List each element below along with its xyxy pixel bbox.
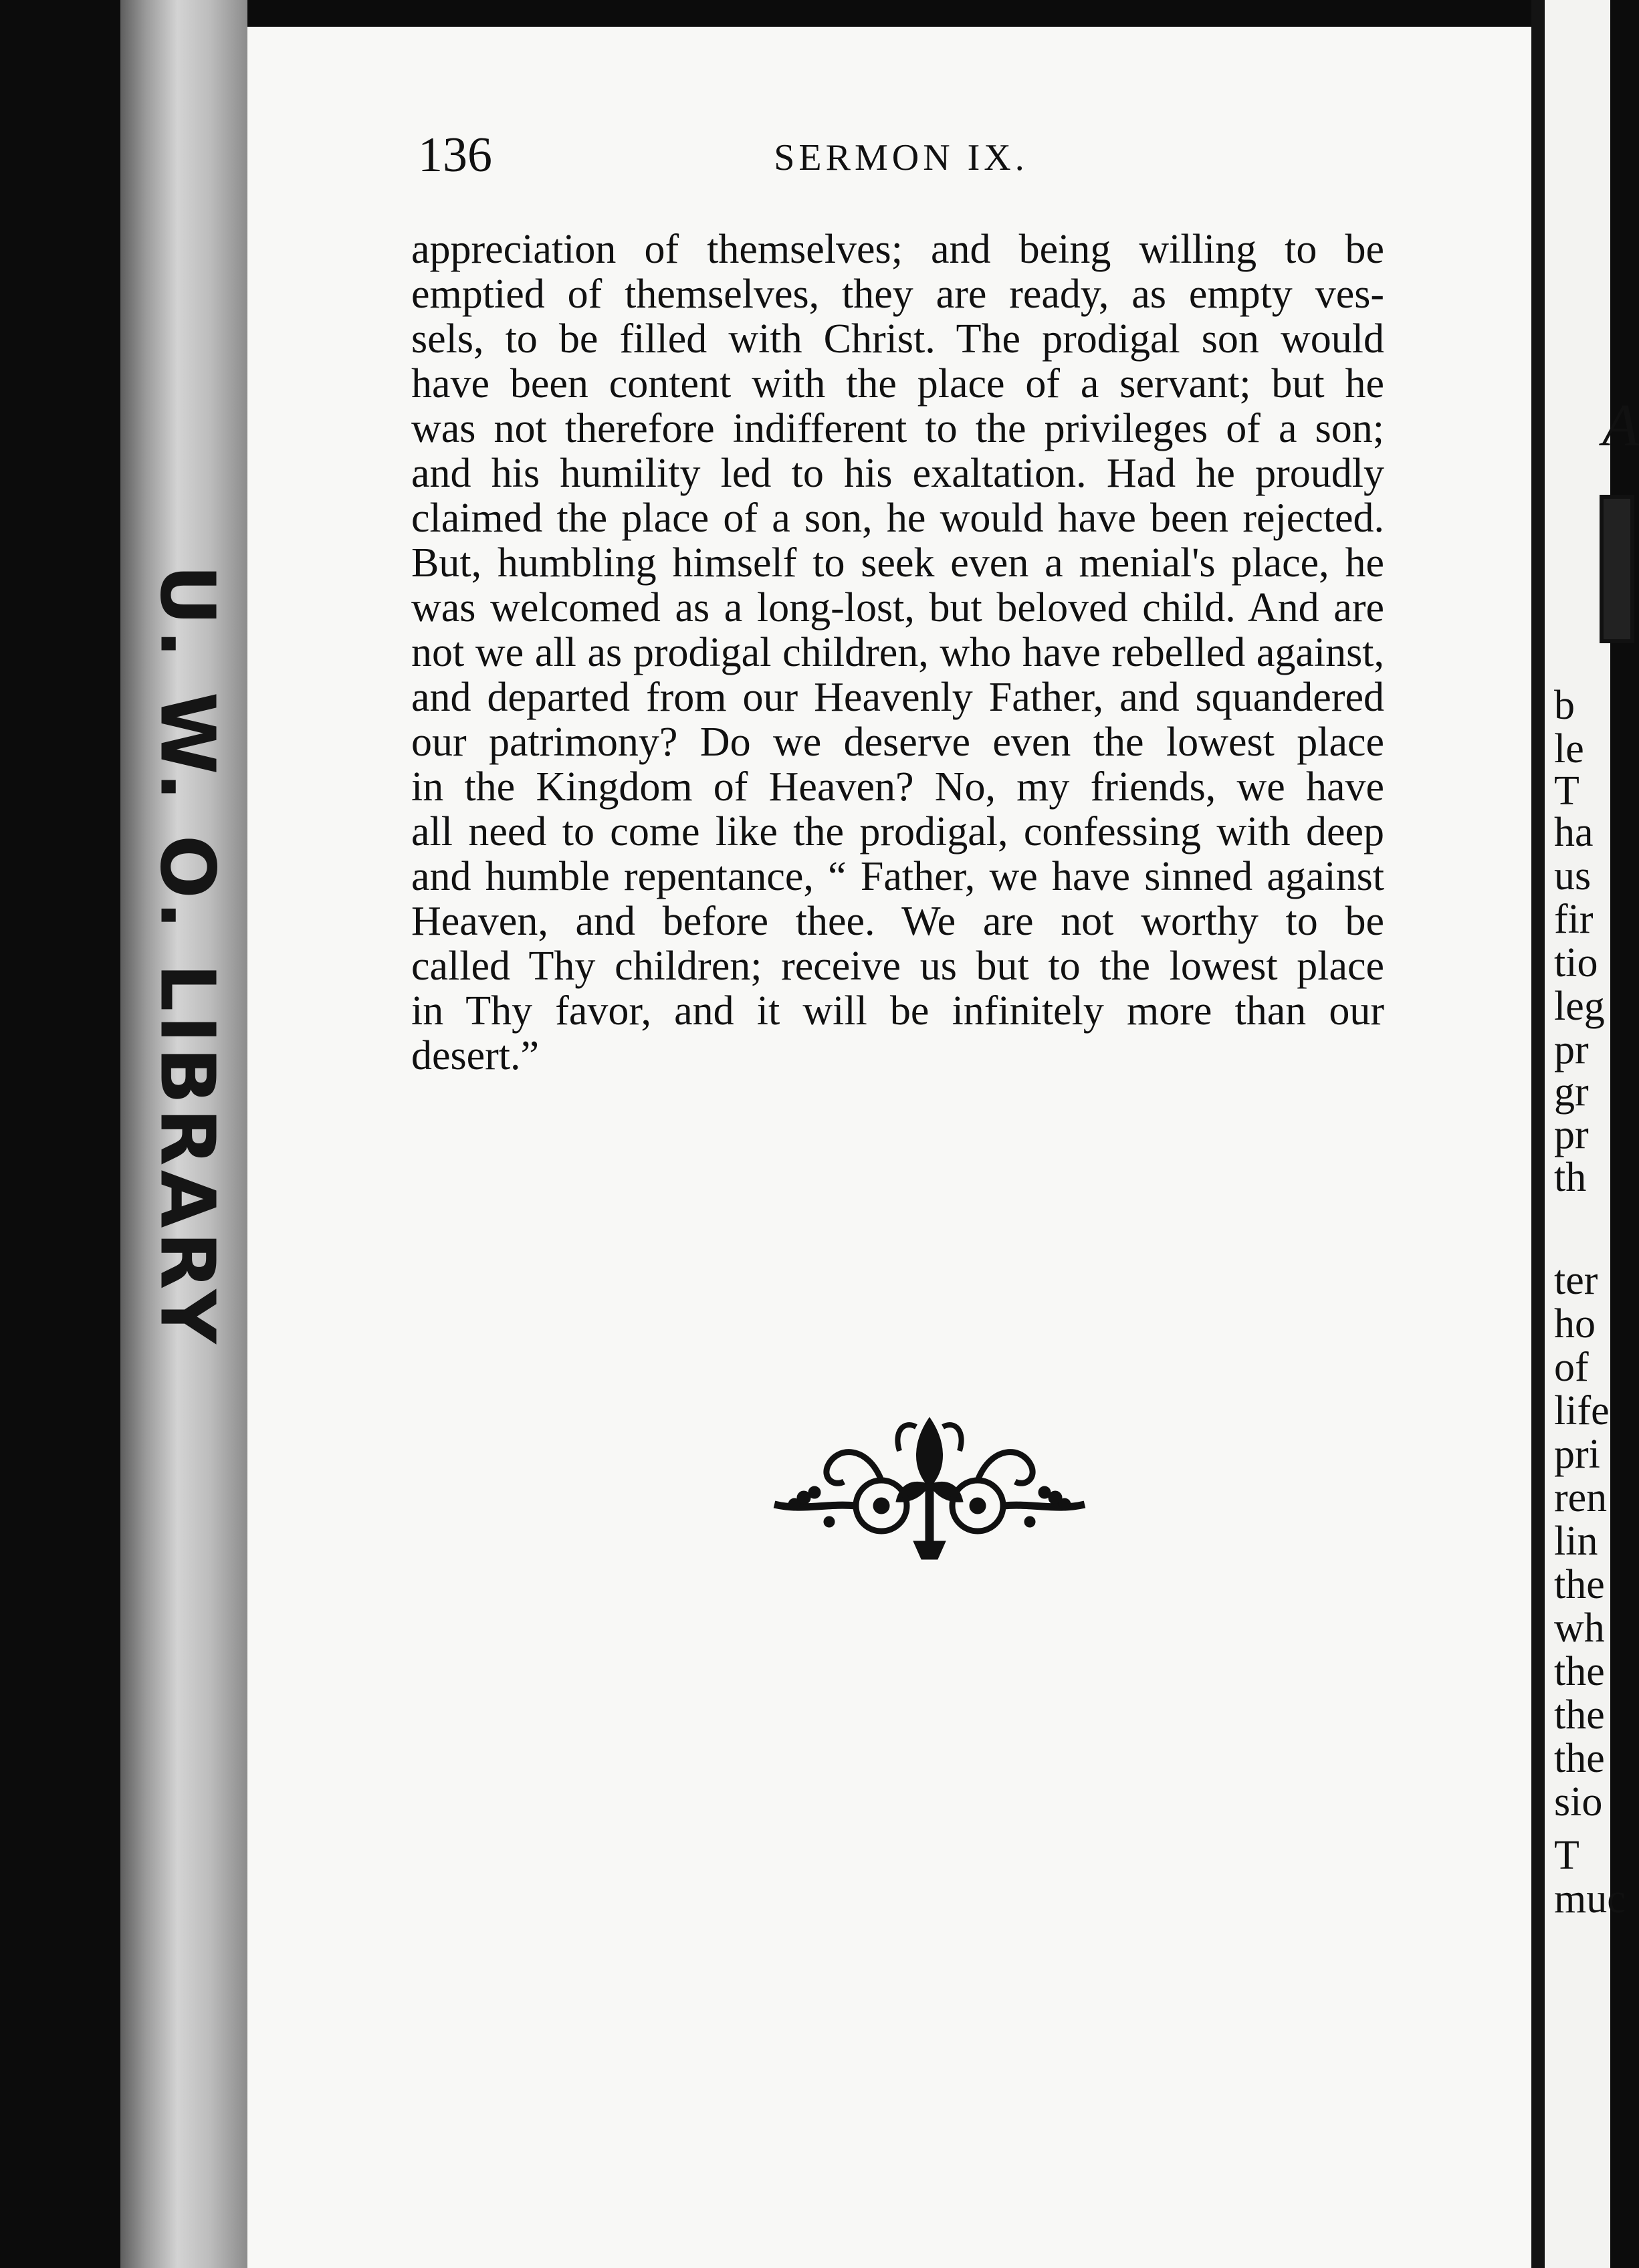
library-stamp-text: U. W. O. LIBRARY <box>144 564 231 1348</box>
text-line: claimed the place of a son, he would have been rejected. <box>411 495 1384 541</box>
text-line: have been content with the place of a servant; but he <box>411 361 1384 407</box>
facing-page-fragment: ren <box>1554 1475 1608 1520</box>
facing-page-fragment: muc <box>1554 1876 1626 1922</box>
facing-page-fragment: ho <box>1554 1301 1596 1347</box>
facing-page-fragment: b <box>1554 683 1575 728</box>
text-line: Heaven, and before thee. We are not worthy to be <box>411 899 1384 944</box>
text-line: our patrimony? Do we deserve even the lowest place <box>411 719 1384 765</box>
facing-page-fragment: the <box>1554 1649 1605 1694</box>
text-line: emptied of themselves, they are ready, as empty ves- <box>411 271 1384 317</box>
facing-page-fragment: T <box>1554 768 1579 814</box>
facing-page-fragment: fir <box>1554 897 1594 942</box>
facing-page-fragment: life <box>1554 1388 1610 1434</box>
facing-page-fragment: le <box>1554 726 1584 772</box>
page-number: 136 <box>418 128 492 183</box>
facing-page-fragment: ter <box>1554 1258 1598 1303</box>
facing-page-fragment: the <box>1554 1736 1605 1781</box>
facing-page-fragment: T <box>1554 1833 1579 1878</box>
facing-page-fragment: the <box>1554 1692 1605 1738</box>
book-page <box>247 27 1531 2268</box>
facing-page-fragment: us <box>1554 853 1592 899</box>
body-text <box>411 227 1384 1079</box>
text-line: desert.” <box>411 1033 540 1079</box>
text-line: and his humility led to his exaltation. Had he proudly <box>411 451 1384 496</box>
text-line: was not therefore indifferent to the privileges of a son; <box>411 406 1384 451</box>
text-line: in the Kingdom of Heaven? No, my friends, we have <box>411 764 1384 810</box>
page-header <box>418 127 1384 201</box>
library-stamp <box>137 564 237 1348</box>
text-line: sels, to be filled with Christ. The prodigal son would <box>411 316 1384 362</box>
facing-page-fragment: pr <box>1554 1027 1589 1072</box>
facing-page-fragment: sio <box>1554 1779 1603 1825</box>
page-gutter <box>1531 0 1545 2268</box>
facing-page-fragment: gr <box>1554 1069 1589 1115</box>
facing-page-fragment: leg <box>1554 984 1605 1029</box>
facing-page-fragment: lin <box>1554 1518 1598 1564</box>
facing-page-fragment: th <box>1554 1155 1587 1200</box>
floral-ornament-icon <box>762 1404 1097 1571</box>
facing-page-fragment: pri <box>1554 1432 1600 1477</box>
text-line: in Thy favor, and it will be infinitely more than our <box>411 988 1384 1034</box>
text-line: all need to come like the prodigal, confessing with deep <box>411 809 1384 855</box>
facing-page-fragment: ha <box>1554 810 1594 855</box>
facing-page-fragment: wh <box>1554 1605 1605 1651</box>
facing-page-fragment: pr <box>1554 1112 1589 1157</box>
text-line: called Thy children; receive us but to the lowest place <box>411 943 1384 989</box>
text-line: not we all as prodigal children, who have rebelled against, <box>411 630 1384 675</box>
text-line: and humble repentance, “ Father, we have sinned against <box>411 854 1384 899</box>
text-line: was welcomed as a long-lost, but beloved child. And are <box>411 585 1384 631</box>
facing-page-fragment: tio <box>1554 940 1598 986</box>
running-head: SERMON IX. <box>774 137 1028 179</box>
text-line: and departed from our Heavenly Father, and squandered <box>411 675 1384 720</box>
facing-page-ornament-box <box>1600 495 1634 643</box>
facing-page-fragment: the <box>1554 1562 1605 1607</box>
text-line: But, humbling himself to seek even a menial's place, he <box>411 540 1384 586</box>
facing-page <box>1545 0 1639 2268</box>
facing-page-initial: A <box>1602 392 1639 459</box>
facing-page-fragment: of <box>1554 1345 1589 1390</box>
text-line: appreciation of themselves; and being willing to be <box>411 227 1384 272</box>
